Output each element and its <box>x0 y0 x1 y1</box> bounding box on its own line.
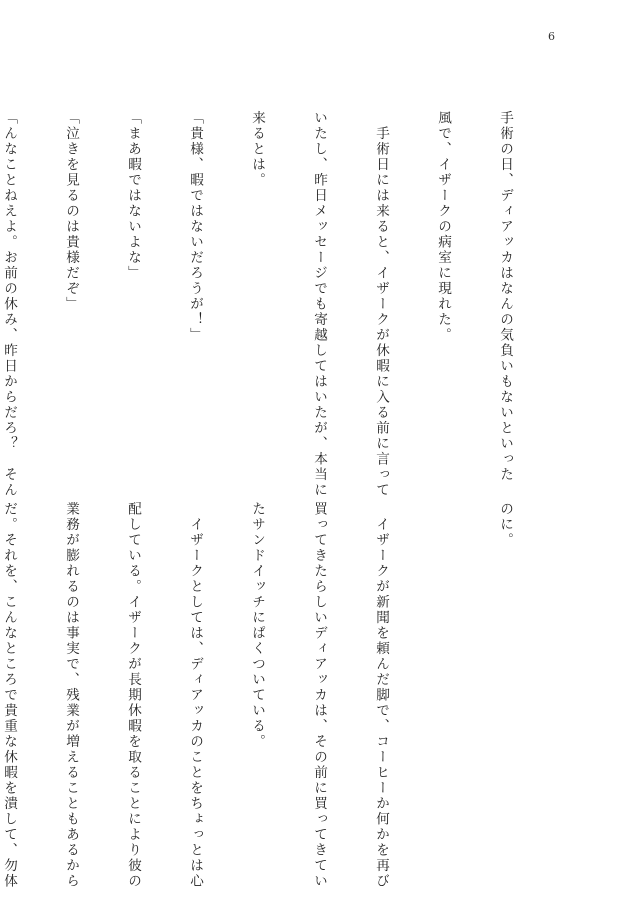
text-line: 業務が膨れるのは事実で、残業が増えることもあるから <box>63 501 79 889</box>
text-line: 手術の日、ディアッカはなんの気負いもないといった <box>497 110 513 483</box>
text-line: 「まあ暇ではないよな」 <box>125 110 141 281</box>
text-line: のに。 <box>497 501 513 548</box>
text-line: いたし、昨日メッセージでも寄越してはいたが、本当に <box>311 110 327 498</box>
text-line: 配している。イザークが長期休暇を取ることにより彼の <box>125 501 141 889</box>
text-line: 風で、イザークの病室に現れた。 <box>435 110 451 343</box>
text-line: 「貴様、暇ではないだろうが！」 <box>187 110 203 343</box>
text-line: 「泣きを見るのは貴様だぞ」 <box>63 110 79 312</box>
text-line: 来るとは。 <box>249 110 265 188</box>
lower-text-column <box>0 489 551 889</box>
text-line: 手術日には来ると、イザークが休暇に入る前に言って <box>373 110 389 498</box>
text-line: だ。それを、こんなところで貴重な休暇を潰して、勿体 <box>1 501 17 889</box>
text-line: たサンドイッチにぱくついている。 <box>249 501 265 750</box>
page-number: 6 <box>548 30 555 43</box>
text-line: イザークが新聞を頼んだ脚で、コーヒーか何かを再び <box>373 501 389 889</box>
text-line: イザークとしては、ディアッカのことをちょっとは心 <box>187 501 203 889</box>
upper-text-column <box>0 98 551 498</box>
text-line: 買ってきたらしいディアッカは、その前に買ってきてい <box>311 501 327 889</box>
text-line: 「んなことねえよ。お前の休み、昨日からだろ？ そん <box>1 110 17 498</box>
